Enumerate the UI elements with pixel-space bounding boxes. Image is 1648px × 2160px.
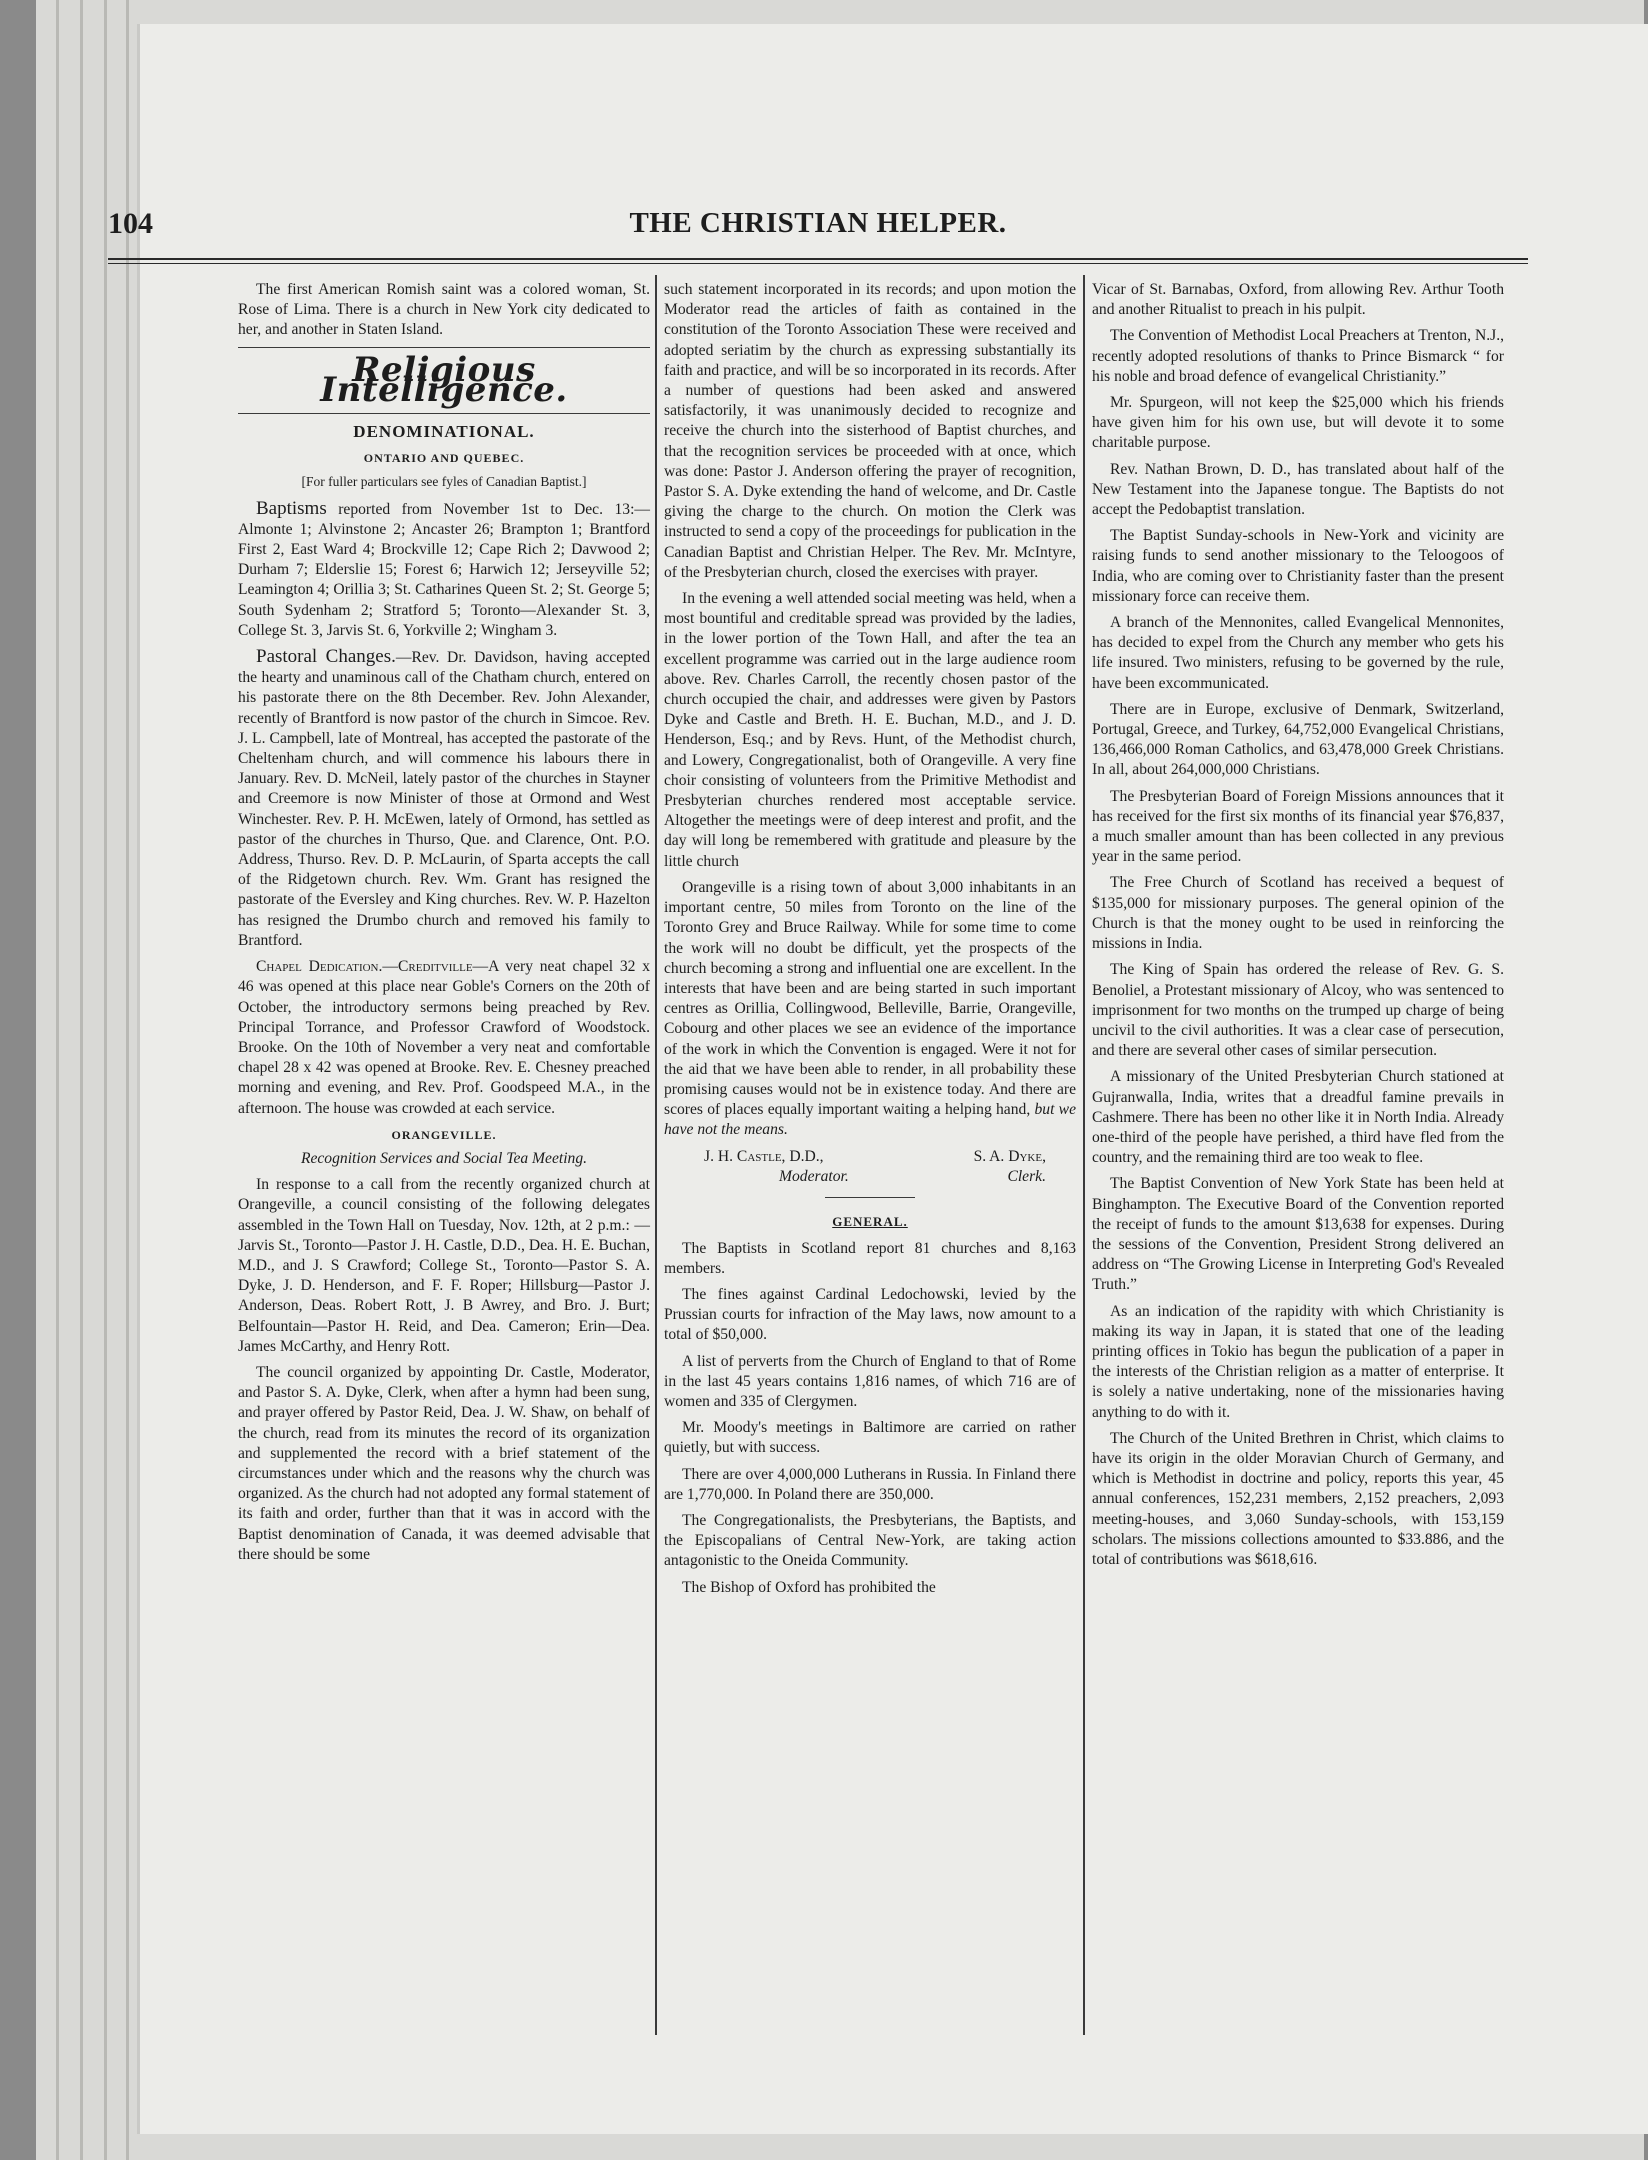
column-rule xyxy=(655,275,657,2035)
intro-paragraph: The first American Romish saint was a colored woman, St. Rose of Lima. There is a church in New York city dedicated to her, and another in Staten Island. xyxy=(238,281,650,339)
header-rule xyxy=(108,263,1528,264)
general-item: The Baptists in Scotland report 81 churches and 8,163 members. xyxy=(664,1239,1076,1277)
signature-castle: J. H. Castle, D.D., xyxy=(704,1147,824,1165)
evening-paragraph: In the evening a well attended social meeting was held, when a most bountiful and creditable spread was provided by the ladies, in the lower portion of the Town Hall, and after the tea an excellent programme was carried out in the large audience room above. Rev. Charles Carroll, the recently chosen pastor of the church occupied the chair, and addresses were given by Pastors Dyke and Castle and Breth. H. E. Buchan, M.D., and J. D. Henderson, Esq.; and by Revs. Hunt, of the Methodist church, and Lowery, Congregationalist, both of Orangeville. A very fine choir consisting of volunteers from the Primitive Methodist and Presbyterian churches rendered most acceptable service. Altogether the meetings were of deep interest and profit, and the day will long be remembered with gratitude and pleasure by the little church xyxy=(664,590,1076,870)
council-paragraph: In response to a call from the recently organized church at Orangeville, a council consisting of the following delegates assembled in the Town Hall on Tuesday, Nov. 12th, at 2 p.m.: —Jarvis St., Toronto—Pastor J. H. Castle, D.D., Dea. H. E. Buchan, M.D., and J. S Crawford; College St., Toronto—Pastor S. A. Dyke, J. D. Henderson, and F. F. Roper; Hillsburg—Pastor J. Anderson, Deas. Robert Rott, J. B Awrey, and Bro. J. Burt; Belfountain—Pastor H. Reid, and Dea. Cameron; Erin—Dea. James McCarthy, and Henry Rott. xyxy=(238,1176,650,1355)
baptisms-body: reported from November 1st to Dec. 13:—Almonte 1; Alvinstone 2; Ancaster 26; Brampton 1; Brantford First 2, East Ward 4; Brockville 12; Cape Rich 2; Davwood 2; Durham 7; Elderslie 15; Forest 6; Harwich 12; Jerseyville 52; Leamington 4; Orillia 3; St. Catharines Queen St. 2; St. George 5; South Sydenham 2; Stratford 5; Toronto—Alexander St. 3, College St. 3, Jarvis St. 6, Yorkville 2; Wingham 3. xyxy=(238,500,650,639)
page-edge xyxy=(126,0,129,2160)
general-item: The King of Spain has ordered the release of Rev. G. S. Benoliel, a Protestant missionary of Alcoy, who was sentenced to imprisonment for two months on the trumped up charge of being uncivil to the civil authorities. It was a clear case of persecution, and there are several other cases of similar persecution. xyxy=(1092,961,1504,1060)
divider xyxy=(238,347,650,349)
town-italic: but we have not the means. xyxy=(664,1101,1076,1139)
page-number: 104 xyxy=(108,207,153,240)
source-note: [For fuller particulars see fyles of Canadian Baptist.] xyxy=(301,474,587,490)
chapel-paragraph xyxy=(238,957,650,1119)
town-paragraph xyxy=(664,878,1076,1141)
journal-title: THE CHRISTIAN HELPER. xyxy=(629,207,1007,239)
general-item: A missionary of the United Presbyterian Church stationed at Gujranwalla, India, writes that a dreadful famine prevails in Cashmere. There has been no other like it in North India. Already one-third of the people have perished, a third have fled from the country, and the remaining third are too weak to flee. xyxy=(1092,1068,1504,1167)
pastoral-paragraph xyxy=(238,647,650,951)
column-rule xyxy=(1083,275,1085,2035)
general-item: The Presbyterian Board of Foreign Missions announces that it has received for the first six months of its financial year $76,837, a much smaller amount than has been collected in any previous year in the same period. xyxy=(1092,787,1504,866)
organized-paragraph: The council organized by appointing Dr. Castle, Moderator, and Pastor S. A. Dyke, Clerk, when after a hymn had been sung, and prayer offered by Pastor Reid, Dea. J. W. Shaw, on behalf of the church, read from its minutes the record of its organization and supplemented the record with a brief statement of the circumstances under which and the reasons why the church was organized. As the church had not adopted any formal statement of its faith and order, further than that it was in accord with the Baptist denomination of Canada, it was deemed advisable that there should be some xyxy=(238,1363,650,1563)
general-item: A branch of the Mennonites, called Evangelical Mennonites, has decided to expel from the Church any member who gets his life insured. Two ministers, refusing to be governed by the rule, have been excommunicated. xyxy=(1092,614,1504,692)
signature-dyke: S. A. Dyke, xyxy=(973,1147,1046,1165)
general-item: The Bishop of Oxford has prohibited the xyxy=(682,1578,936,1596)
general-item: The Baptist Sunday-schools in New-York and vicinity are raising funds to send another missionary to the Teloogoos of India, who are coming over to Christianity faster than the present missionary force can receive them. xyxy=(1092,527,1504,605)
column-1 xyxy=(238,280,650,1571)
general-item: The Free Church of Scotland has received a bequest of $135,000 for missionary purposes. The general opinion of the Church is that the money ought to be used in reinforcing the missions in India. xyxy=(1092,874,1504,953)
general-item: There are over 4,000,000 Lutherans in Russia. In Finland there are 1,770,000. In Poland there are 350,000. xyxy=(664,1465,1076,1503)
general-item: A list of perverts from the Church of England to that of Rome in the last 45 years contains 1,816 names, of which 716 are of women and 335 of Clergymen. xyxy=(664,1352,1076,1411)
signature-names xyxy=(664,1147,1076,1167)
section-title: DENOMINATIONAL. xyxy=(353,422,535,442)
divider xyxy=(825,1197,915,1199)
role-moderator: Moderator. xyxy=(779,1167,849,1185)
page-edge xyxy=(56,0,59,2160)
general-item: The Baptist Convention of New York State has been held at Binghampton. The Executive Board of the Convention reported the receipt of funds to the amount $13,638 for expenses. During the sessions of the Convention, President Strong delivered an address on “The Growing License in Interpreting God's Revealed Truth.” xyxy=(1092,1175,1504,1294)
general-item: The Church of the United Brethren in Christ, which claims to have its origin in the older Moravian Church of Germany, and which is Methodist in doctrine and policy, reports this year, 45 annual conferences, 152,231 members, 2,152 preachers, 2,093 meeting-houses, and 3,060 Sunday-schools, with 153,159 scholars. The missions collections amounted to $33.886, and the total of contributions was $618,616. xyxy=(1092,1429,1504,1568)
orangeville-head: ORANGEVILLE. xyxy=(391,1127,497,1142)
general-item: The Congregationalists, the Presbyterians, the Baptists, and the Episcopalians of Central New-York, are taking action antagonistic to the Oneida Community. xyxy=(664,1512,1076,1570)
general-heading: GENERAL. xyxy=(832,1214,908,1230)
continued-paragraph: such statement incorporated in its records; and upon motion the Moderator read the articles of faith as contained in the constitution of the Toronto Association These were received and adopted seriatim by the church as expressing substantially its faith and practice, and will be so incorporated in its records. After a number of questions had been asked and answered satisfactorily, it was unanimously decided to recognize and receive the church into the sisterhood of Baptist churches, and that the recognition services be proceeded with at once, which was done: Pastor J. Anderson offering the prayer of recognition, Pastor S. A. Dyke extending the hand of welcome, and Dr. Castle giving the charge to the church. On motion the Clerk was instructed to send a copy of the proceedings for publication in the Canadian Baptist and Christian Helper. The Rev. Mr. McIntyre, of the Presbyterian church, closed the exercises with prayer. xyxy=(664,281,1076,581)
page-edge xyxy=(80,0,83,2160)
general-item: As an indication of the rapidity with which Christianity is making its way in Japan, it is stated that one of the leading printing offices in Tokio has begun the publication of a paper in the interests of the Christian religion as a matter of enterprise. It is solely a native undertaking, none of the missionaries having anything to do with it. xyxy=(1092,1302,1504,1421)
general-item: The fines against Cardinal Ledochowski, levied by the Prussian courts for infraction of the May laws, now amount to a total of $50,000. xyxy=(664,1286,1076,1344)
pastoral-body: —Rev. Dr. Davidson, having accepted the hearty and unaminous call of the Chatham church, entered on his pastorate there on the 8th December. Rev. John Alexander, recently of Brantford is now pastor of the church in Simcoe. Rev. J. L. Campbell, late of Montreal, has accepted the pastorate of the Cheltenham church, and will commence his labours there in January. Rev. D. McNeil, lately pastor of the churches in Stayner and Creemore is now Minister of those at Ormond and West Winchester. Rev. P. H. McEwen, lately of Ormond, has settled as pastor of the churches in Thurso, Que. and Clarence, Ont. P.O. Address, Thurso. Rev. D. P. McLaurin, of Sparta accepts the call of the Ridgetown church. Rev. Wm. Grant has resigned the pastorate of the Eversley and King churches. Rev. W. P. Hazelton has resigned the Drumbo church and removed his family to Brantford. xyxy=(238,649,650,949)
town-body: Orangeville is a rising town of about 3,000 inhabitants in an important centre, 50 miles from Toronto on the line of the Toronto Grey and Bruce Railway. While for some time to come the work will no doubt be difficult, yet the prospects of the church becoming a strong and influential one are excellent. In the interests that have been and are being started in such important centres as Orillia, Collingwood, Belleville, Barrie, Orangeville, Cobourg and other places we see an evidence of the importance of the work in which the Convention is engaged. Were it not for the aid that we have been able to render, in all probability these promising causes would not be in existence today. And there are scores of places equally important waiting a helping hand, xyxy=(664,878,1076,1119)
general-item: Mr. Spurgeon, will not keep the $25,000 which his friends have given him for his own use, but will devote it to some charitable purpose. xyxy=(1092,394,1504,452)
column-2 xyxy=(664,280,1076,1604)
divider xyxy=(238,413,650,415)
signature-roles xyxy=(664,1167,1076,1187)
chapel-lead: Chapel Dedication.—Creditville xyxy=(256,958,473,976)
column-3 xyxy=(1092,280,1504,1576)
role-clerk: Clerk. xyxy=(1007,1167,1046,1185)
page-edge xyxy=(104,0,107,2160)
pastoral-lead: Pastoral Changes. xyxy=(256,646,396,668)
baptisms-lead: Baptisms xyxy=(256,497,327,519)
subhead: ONTARIO AND QUEBEC. xyxy=(363,451,525,466)
general-item: The Convention of Methodist Local Preachers at Trenton, N.J., recently adopted resolutions of thanks to Prince Bismarck “ for his noble and broad defence of evangelical Christianity.” xyxy=(1092,327,1504,385)
general-item: Mr. Moody's meetings in Baltimore are carried on rather quietly, but with success. xyxy=(664,1419,1076,1457)
recognition-head: Recognition Services and Social Tea Meeting. xyxy=(300,1149,588,1167)
running-head xyxy=(108,207,1528,247)
chapel-body: —A very neat chapel 32 x 46 was opened at this place near Goble's Corners on the 20th of October, the introductory sermons being preached by Rev. Principal Torrance, and Professor Crawford of Woodstock. Brooke. On the 10th of November a very neat and comfortable chapel 28 x 42 was opened at Brooke. Rev. E. Chesney preached morning and evening, and Rev. Prof. Goodspeed M.A., in the afternoon. The house was crowded at each service. xyxy=(238,958,650,1117)
general-item: Vicar of St. Barnabas, Oxford, from allowing Rev. Arthur Tooth and another Ritualist to preach in his pulpit. xyxy=(1092,281,1504,319)
baptisms-paragraph xyxy=(238,499,650,641)
general-item: There are in Europe, exclusive of Denmark, Switzerland, Portugal, Greece, and Turkey, 64,752,000 Evangelical Christians, 136,466,000 Roman Catholics, and 63,478,000 Greek Christians. In all, about 264,000,000 Christians. xyxy=(1092,700,1504,779)
header-rule xyxy=(108,258,1528,260)
general-item: Rev. Nathan Brown, D. D., has translated about half of the New Testament into the Japanese tongue. The Baptists do not accept the Pedobaptist translation. xyxy=(1092,460,1504,519)
section-banner: Religious Intelligence. xyxy=(320,350,568,411)
